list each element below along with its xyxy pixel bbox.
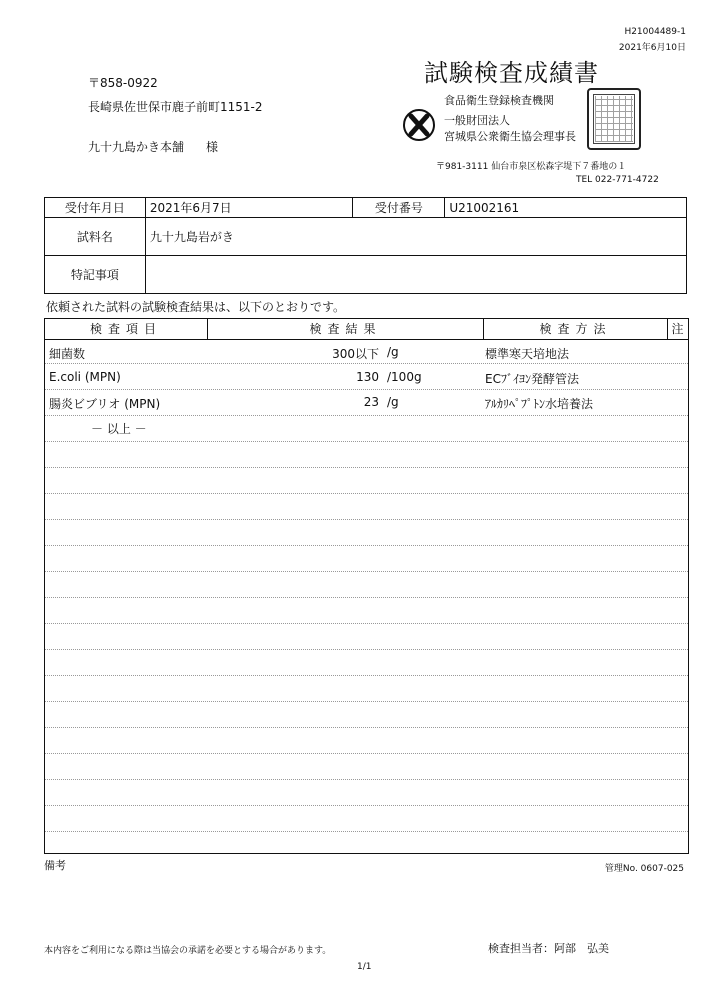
row-value: 300以下 — [332, 347, 379, 361]
header-item: 検査項目 — [45, 319, 208, 339]
official-seal — [587, 88, 641, 150]
row-value: 23 — [363, 395, 379, 409]
document-id: H21004489-1 — [624, 27, 686, 37]
row-unit: /g — [387, 395, 399, 409]
issuer-tel: TEL 022-771-4722 — [576, 175, 659, 185]
row-item: 腸炎ビブリオ (MPN) — [49, 397, 161, 411]
header-result: 検査結果 — [208, 319, 484, 339]
inspector: 検査担当者：阿部 弘美 — [488, 942, 609, 955]
row-unit: /g — [387, 345, 399, 359]
issuer-registration: 食品衛生登録検査機関 — [444, 94, 554, 107]
results-header — [45, 319, 688, 340]
remarks-label: 備考 — [44, 859, 66, 872]
header-method: 検査方法 — [484, 319, 668, 339]
x-logo-icon — [402, 108, 436, 142]
recipient-honorific: 様 — [206, 140, 219, 154]
sample-label: 試料名 — [45, 218, 146, 256]
receipt-no-value: U21002161 — [445, 198, 687, 218]
page-number: 1/1 — [357, 962, 372, 972]
row-method: 標準寒天培地法 — [485, 347, 570, 361]
issuer-logo — [402, 108, 436, 142]
issuer-org-type: 一般財団法人 — [444, 114, 510, 127]
recipient-postal: 〒858-0922 — [88, 76, 158, 90]
receipt-no-label: 受付番号 — [353, 198, 445, 218]
disclaimer: 本内容をご利用になる際は当協会の承諾を必要とする場合があります。 — [44, 946, 332, 956]
issuer-org-name: 宮城県公衆衛生協会理事長 — [444, 130, 576, 143]
received-date-label: 受付年月日 — [45, 198, 146, 218]
row-item: 細菌数 — [49, 347, 86, 361]
sample-value: 九十九島岩がき — [145, 218, 686, 256]
row-unit: /100g — [387, 370, 422, 384]
row-value: 130 — [356, 370, 379, 384]
header-note: 注 — [671, 322, 684, 336]
received-date-value: 2021年6月7日 — [145, 198, 353, 218]
row-method: ECﾌﾞｲﾖﾝ発酵管法 — [485, 372, 579, 386]
notes-label: 特記事項 — [45, 256, 146, 294]
recipient-name: 九十九島かき本舗 — [88, 140, 185, 154]
row-item: E.coli (MPN) — [49, 370, 121, 384]
issue-date: 2021年6月10日 — [618, 43, 686, 53]
row-method: ｱﾙｶﾘﾍﾟﾌﾟﾄﾝ水培養法 — [485, 397, 594, 411]
results-table — [44, 318, 689, 854]
document-title: 試験検査成績書 — [424, 59, 599, 87]
info-table — [44, 197, 687, 294]
issuer-address: 〒981-3111 仙台市泉区松森字堤下７番地の１ — [436, 162, 627, 172]
intro-text: 依頼された試料の試験検査結果は、以下のとおりです。 — [46, 300, 346, 314]
management-number: 管理No. 0607-025 — [604, 864, 684, 874]
recipient-address: 長崎県佐世保市鹿子前町1151-2 — [88, 100, 263, 114]
end-mark: － 以上 － — [91, 422, 147, 436]
notes-value — [145, 256, 686, 294]
